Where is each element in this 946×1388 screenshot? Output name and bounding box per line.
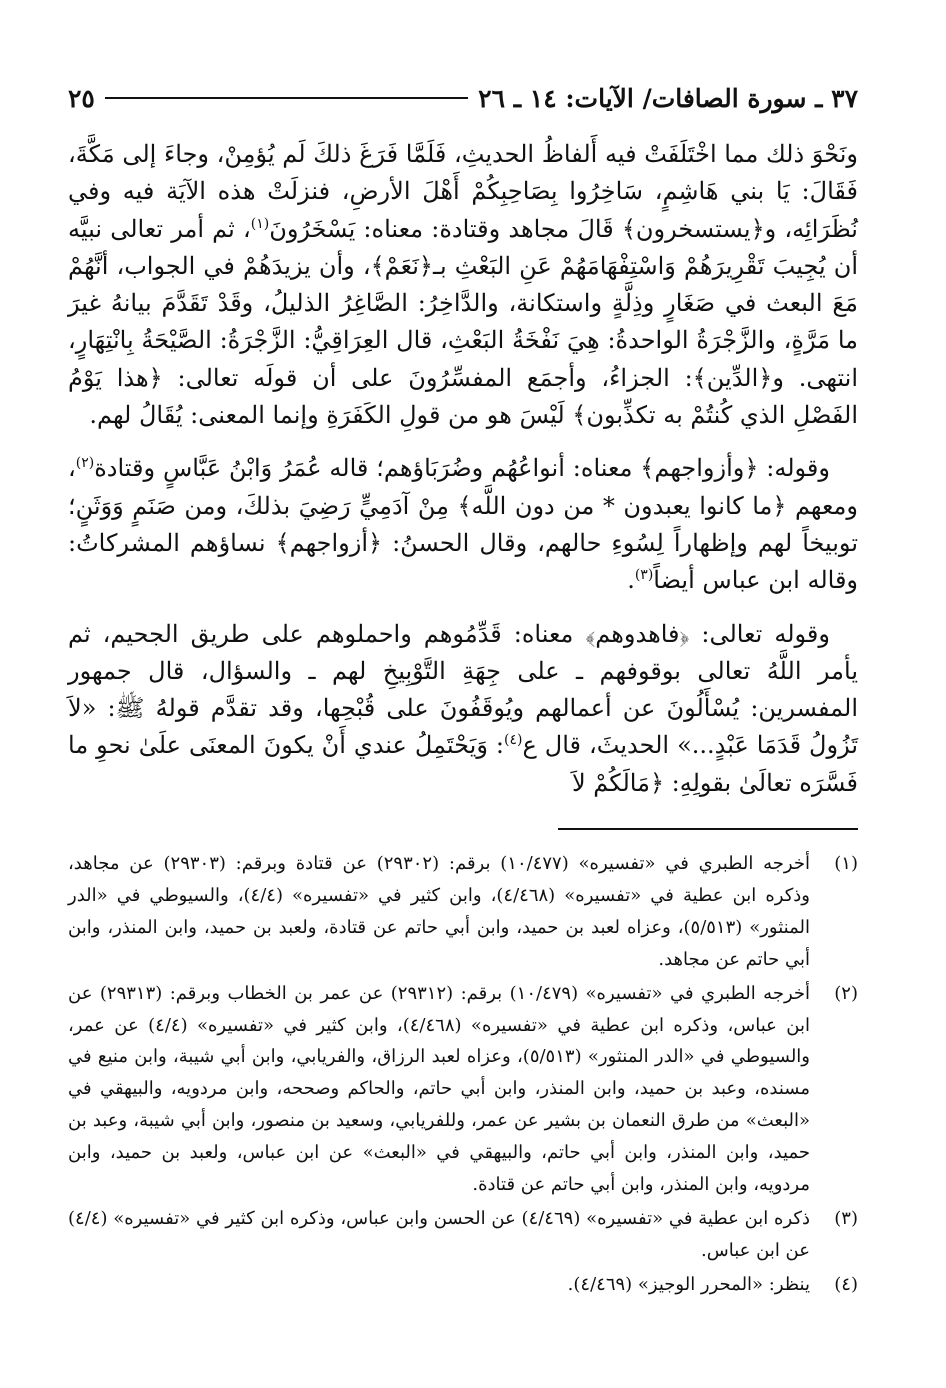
footnote [68,1203,858,1267]
footnote [68,1269,858,1301]
footnote [68,848,858,976]
footnote [68,978,858,1201]
paragraph: ونَحْوَ ذلك مما اخْتَلَفَتْ فيه أَلفاظُ الحديثِ، فَلَمَّا فَرَغَ ذلكَ لَم يُؤمِنْ، وجاءَ إلى مَكَّةَ، فَقَالَ: يَا بني هَاشِمٍ، سَاخِرُوا بِصَاحِبِكُمْ أَهْلَ الأرضِ، فنزلَتْ هذه الآيَة فيه وفي نُظَرَائِه، و﴿يستسخرون﴾ قَالَ مجاهد وقتادة: معناه: يَسْخَرُونَ$^{(١)}$، ثم أمر تعالى نبيَّه أن يُجِيبَ تَقْرِيرَهُمْ وَاسْتِفْهَامَهُمْ عَنِ البَعْثِ بـ﴿نَعَمْ﴾، وأن يزيدَهُمْ في الجواب، أنَّهُمْ مَعَ البعث في صَغَارٍ وذِلَّةٍ واستكانة، والدَّاخِرُ: الصَّاغِرُ الذليلُ، وقَدْ تَقَدَّمَ بيانهُ غيرَ ما مَرَّةٍ، والزَّجْرَةُ الواحدةُ: هِيَ نَفْخَةُ البَعْثِ، قال العِرَاقِيُّ: الزَّجْرَةُ: الصَّيْحَةُ بِانْتِهَارٍ، انتهى. و﴿الدِّين﴾: الجزاءُ، وأجمَع المفسِّرُونَ على أن قولَه تعالى: ﴿هذا يَوْمُ الفَصْلِ الذي كُنتُمْ به تكذِّبون﴾ لَيْسَ هو من قولِ الكَفَرَةِ وإنما المعنى: يُقَالُ لهم. [68,140,858,430]
footnote-ref: (٢) [75,455,95,472]
footnotes [68,848,858,1301]
footnote-number: (١) [834,853,858,875]
footnote-number: (٤) [834,1273,858,1295]
book-page [68,78,858,1303]
page-header [68,78,858,118]
footnote-ref: (٣) [634,567,654,584]
header-rule [105,97,468,99]
paragraph: وقوله تعالى: ﴿فاهدوهم﴾ معناه: قَدِّمُوهم واحملوهم على طريق الجحيم، ثم يأمر اللَّهُ تعالى بوقوفهم ـ على جِهَةِ التَّوْبِيخِ لهم ـ والسؤال، قال جمهور المفسرين: يُسْأَلُونَ عن أعمالهم ويُوقَفُونَ على قُبْحِها، وقد تقدَّم قولهُ ﷺ: «لاَ تَزُولُ قَدَمَا عَبْدٍ...» الحديثَ، قال ع$^{(٤)}$: وَيَحْتَمِلُ عندي أَنْ يكونَ المعنَى علَىٰ نحوِ ما فَسَّرَه تعالَىٰ بقولِهِ: ﴿مَالَكُمْ لاَ [68,619,858,797]
paragraph: وقوله: ﴿وأزواجهم﴾ معناه: أنواعُهُم وضُرَبَاؤهم؛ قاله عُمَرُ وَابْنُ عَبَّاسٍ وقتادة$^{(٢)}$، ومعهم ﴿ما كانوا يعبدون * من دون اللَّه﴾ مِنْ آدَمِيٍّ رَضِيَ بذلكَ، ومن صَنَمٍ وَوَثَنٍ؛ توبيخاً لهم وإظهاراً لِسُوءِ حالهم، وقال الحسنُ: ﴿أزواجهم﴾ نساؤهم المشركاتُ: وقاله ابن عباس أيضاً$^{(٣)}$. [68,454,859,595]
footnote-separator [558,828,858,830]
page-number: ٢٥ [68,83,95,113]
footnote-text: ينظر: «المحرر الوجيز» (٤/٤٦٩). [567,1273,810,1295]
footnote-text: أخرجه الطبري في «تفسيره» (١٠/٤٧٩) برقم: (٢٩٣١٢) عن عمر بن الخطاب وبرقم: (٢٩٣١٣) عن ابن عباس، وذكره ابن عطية في «تفسيره» (٤/٤٦٨)، وابن كثير في «تفسيره» (٤/٤) عن عمر، والسيوطي في «الدر المنثور» (٥/٥١٣)، وعزاه لعبد الرزاق، والفريابي، وابن أبي شيبة، وابن منيع في مسنده، وعبد بن حميد، وابن المنذر، وابن أبي حاتم، والحاكم وصححه، وابن مردويه، والبيهقي في «البعث» من طرق النعمان بن بشير عن عمر، وللفريابي، وسعيد بن منصور، وابن أبي شيبة، وعبد بن حميد، وابن المنذر، وابن أبي حاتم، والبيهقي في «البعث» عن ابن عباس، ولعبد بن حميد، وابن مردويه، وابن المنذر، وابن أبي حاتم عن قتادة. [68,982,811,1196]
main-text [68,136,858,802]
footnote-ref: (١) [250,215,270,232]
footnote-text: ذكره ابن عطية في «تفسيره» (٤/٤٦٩) عن الحسن وابن عباس، وذكره ابن كثير في «تفسيره» (٤/٤) عن ابن عباس. [68,1208,810,1261]
running-title: ٣٧ ـ سورة الصافات/ الآيات: ١٤ ـ ٢٦ [478,83,858,113]
footnote-ref: (٤) [504,732,523,749]
footnote-number: (٢) [834,982,858,1004]
footnote-number: (٣) [834,1208,858,1230]
footnote-text: أخرجه الطبري في «تفسيره» (١٠/٤٧٧) برقم: (٢٩٣٠٢) عن قتادة وبرقم: (٢٩٣٠٣) عن مجاهد، وذكره ابن عطية في «تفسيره» (٤/٤٦٨)، وابن كثير في «تفسيره» (٤/٤)، والسيوطي في «الدر المنثور» (٥/٥١٣)، وعزاه لعبد بن حميد، وابن أبي حاتم عن قتادة، ولعبد بن حميد، وابن المنذر، وابن أبي حاتم عن مجاهد. [68,853,810,970]
